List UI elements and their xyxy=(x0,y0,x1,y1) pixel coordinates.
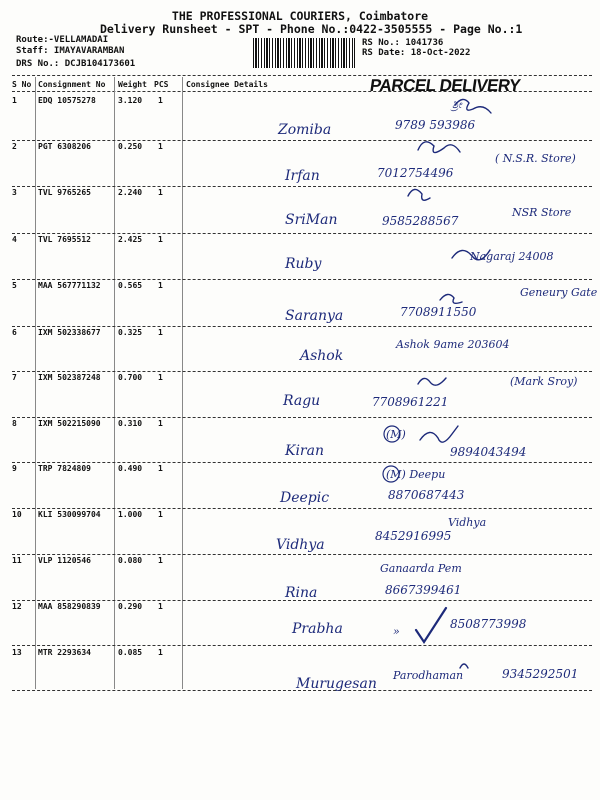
row-pcs: 1 xyxy=(158,419,163,428)
row-sno: 11 xyxy=(12,556,22,565)
row-weight: 0.700 xyxy=(118,373,143,382)
handwritten-phone: 9789 593986 xyxy=(395,118,476,132)
row-weight: 0.490 xyxy=(118,464,143,473)
handwritten-note: Ganaarda Pem xyxy=(380,562,462,575)
handwritten-consignee-name: Ruby xyxy=(285,256,322,272)
handwritten-consignee-name: SriMan xyxy=(285,212,338,228)
handwritten-consignee-name: Prabha xyxy=(292,621,343,637)
handwritten-note: NSR Store xyxy=(512,206,572,219)
runsheet-subtitle: Delivery Runsheet - SPT - Phone No.:0422-3505555 - Page No.:1 xyxy=(100,22,523,36)
row-sno: 1 xyxy=(12,96,17,105)
row-sno: 7 xyxy=(12,373,17,382)
col-weight-header: Weight xyxy=(118,80,147,89)
handwritten-note: ಶ್ರೀ xyxy=(452,98,462,111)
row-consignment-no: MAA 858290839 xyxy=(38,602,101,611)
signature-mark xyxy=(383,466,399,482)
row-pcs: 1 xyxy=(158,556,163,565)
handwritten-phone: 9585288567 xyxy=(382,214,459,228)
handwritten-note: Nagaraj 24008 xyxy=(470,250,554,263)
handwritten-phone: 8452916995 xyxy=(375,529,452,543)
rs-date: RS Date: 18-Oct-2022 xyxy=(362,48,471,58)
row-sno: 10 xyxy=(12,510,22,519)
handwritten-consignee-name: Ragu xyxy=(283,393,321,409)
row-weight: 0.565 xyxy=(118,281,143,290)
row-pcs: 1 xyxy=(158,464,163,473)
rs-number: RS No.: 1041736 xyxy=(362,38,444,48)
col-sno-header: S No xyxy=(12,80,32,89)
drs-number: DRS No.: DCJB104173601 xyxy=(16,59,136,69)
signature xyxy=(418,142,460,153)
handwritten-phone: 8508773998 xyxy=(450,617,527,631)
row-weight: 0.080 xyxy=(118,556,143,565)
row-sno: 3 xyxy=(12,188,17,197)
handwritten-consignee-name: Ashok xyxy=(300,348,344,364)
row-sno: 5 xyxy=(12,281,17,290)
row-consignment-no: TRP 7824809 xyxy=(38,464,91,473)
row-sno: 12 xyxy=(12,602,22,611)
signature xyxy=(440,294,462,303)
signature xyxy=(455,99,491,113)
row-weight: 0.250 xyxy=(118,142,143,151)
row-pcs: 1 xyxy=(158,188,163,197)
row-pcs: 1 xyxy=(158,328,163,337)
handwritten-note: Ashok 9ame 203604 xyxy=(396,338,510,351)
handwritten-note: Parodhaman xyxy=(393,669,464,682)
row-pcs: 1 xyxy=(158,648,163,657)
row-weight: 0.310 xyxy=(118,419,143,428)
handwritten-consignee-name: Irfan xyxy=(285,168,320,184)
row-pcs: 1 xyxy=(158,510,163,519)
row-consignment-no: IXM 502338677 xyxy=(38,328,101,337)
signature xyxy=(460,664,468,668)
signature-mark xyxy=(384,426,400,442)
row-pcs: 1 xyxy=(158,96,163,105)
parcel-delivery-stamp: PARCEL DELIVERY xyxy=(368,76,522,95)
row-consignment-no: IXM 502387248 xyxy=(38,373,101,382)
row-consignment-no: TVL 7695512 xyxy=(38,235,91,244)
handwritten-note: Vidhya xyxy=(448,516,487,529)
row-pcs: 1 xyxy=(158,373,163,382)
signature xyxy=(452,250,490,260)
handwritten-note: ( N.S.R. Store) xyxy=(495,152,576,165)
signature xyxy=(418,378,446,385)
handwritten-consignee-name: Zomiba xyxy=(278,122,332,138)
handwritten-consignee-name: Saranya xyxy=(285,308,344,324)
row-consignment-no: IXM 502215090 xyxy=(38,419,101,428)
handwritten-note: » xyxy=(393,625,400,638)
signature xyxy=(416,608,446,642)
row-weight: 0.085 xyxy=(118,648,143,657)
row-weight: 2.425 xyxy=(118,235,143,244)
signature xyxy=(420,426,458,442)
row-consignment-no: VLP 1120546 xyxy=(38,556,91,565)
row-consignment-no: TVL 9765265 xyxy=(38,188,91,197)
col-consignee-header: Consignee Details xyxy=(186,80,268,89)
handwritten-phone: 8870687443 xyxy=(388,488,465,502)
handwritten-note: Geneury Gate xyxy=(520,286,598,299)
staff-label: Staff: IMAYAVARAMBAN xyxy=(16,46,125,56)
row-pcs: 1 xyxy=(158,281,163,290)
row-weight: 1.000 xyxy=(118,510,143,519)
handwritten-consignee-name: Kiran xyxy=(285,443,324,459)
signature xyxy=(408,189,430,200)
row-sno: 9 xyxy=(12,464,17,473)
row-pcs: 1 xyxy=(158,602,163,611)
row-sno: 4 xyxy=(12,235,17,244)
runsheet-title: THE PROFESSIONAL COURIERS, Coimbatore xyxy=(171,9,429,23)
handwritten-phone: 9345292501 xyxy=(502,667,579,681)
row-consignment-no: KLI 530099704 xyxy=(38,510,101,519)
col-consignment-header: Consignment No xyxy=(38,80,106,89)
handwritten-consignee-name: Murugesan xyxy=(296,676,377,692)
row-consignment-no: PGT 6308206 xyxy=(38,142,91,151)
row-weight: 2.240 xyxy=(118,188,143,197)
handwritten-phone: 9894043494 xyxy=(450,445,527,459)
handwritten-phone: 7708911550 xyxy=(400,305,477,319)
handwritten-note: (M) Deepu xyxy=(386,468,446,481)
row-weight: 3.120 xyxy=(118,96,143,105)
row-consignment-no: EDQ 10575278 xyxy=(38,96,96,105)
handwritten-consignee-name: Vidhya xyxy=(276,537,325,553)
row-consignment-no: MTR 2293634 xyxy=(38,648,91,657)
row-weight: 0.290 xyxy=(118,602,143,611)
route-label: Route:-VELLAMADAI xyxy=(16,35,109,45)
row-consignment-no: MAA 567771132 xyxy=(38,281,101,290)
handwritten-phone: 8667399461 xyxy=(385,583,462,597)
col-pcs-header: PCS xyxy=(154,80,169,89)
row-sno: 6 xyxy=(12,328,17,337)
row-weight: 0.325 xyxy=(118,328,143,337)
row-sno: 2 xyxy=(12,142,17,151)
handwritten-phone: 7708961221 xyxy=(372,395,449,409)
handwritten-consignee-name: Deepic xyxy=(280,490,330,506)
handwritten-note: (M) xyxy=(386,428,406,441)
row-sno: 13 xyxy=(12,648,22,657)
row-sno: 8 xyxy=(12,419,17,428)
handwritten-note: (Mark Sroy) xyxy=(510,375,578,388)
row-pcs: 1 xyxy=(158,235,163,244)
handwritten-phone: 7012754496 xyxy=(377,166,454,180)
row-pcs: 1 xyxy=(158,142,163,151)
handwritten-consignee-name: Rina xyxy=(285,585,318,601)
